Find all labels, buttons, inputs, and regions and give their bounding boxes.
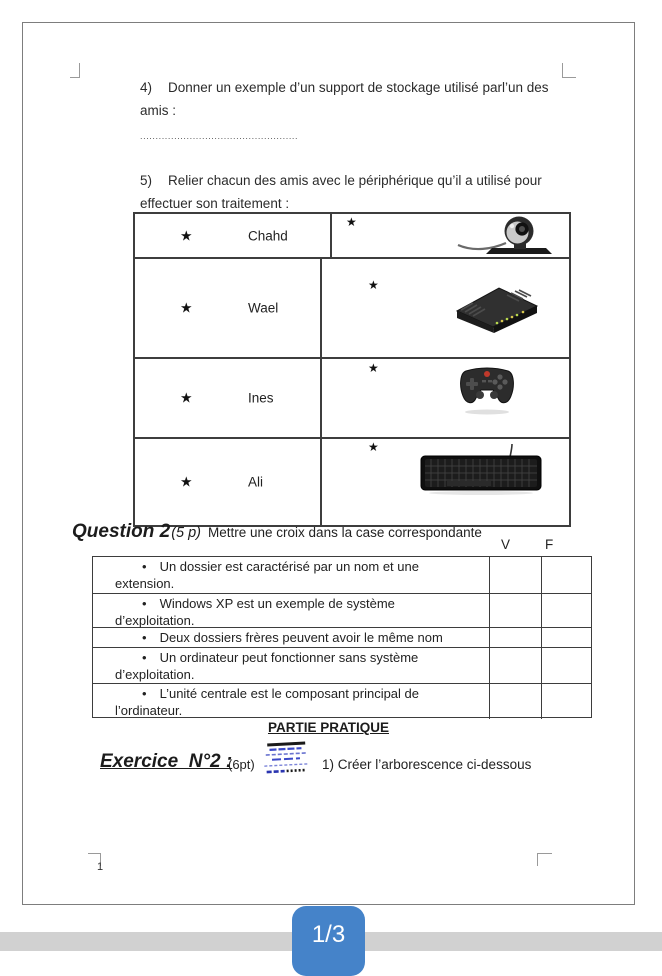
statement-text-line2: d’exploitation. xyxy=(115,613,195,628)
question-5-number: 5) xyxy=(140,173,153,188)
answer-dotted-line: ................................................... xyxy=(140,131,299,141)
device-cell xyxy=(322,259,569,357)
name-cell xyxy=(135,439,322,525)
student-name: Chahd xyxy=(248,228,288,243)
star-bullet-icon: ★ xyxy=(180,473,193,490)
statement-text: Un ordinateur peut fonctionner sans système xyxy=(159,650,419,665)
name-cell xyxy=(135,259,322,357)
statement-text-line2: d’exploitation. xyxy=(115,667,195,682)
f-answer-cell xyxy=(541,594,591,629)
device-cell xyxy=(332,214,569,257)
modem-image xyxy=(449,283,541,333)
student-name: Ines xyxy=(248,390,274,406)
table-row xyxy=(135,257,569,357)
table-row xyxy=(135,214,569,257)
student-name: Wael xyxy=(248,300,279,316)
statement-text-line2: extension. xyxy=(115,576,175,591)
f-answer-cell xyxy=(541,628,591,647)
matching-table xyxy=(133,212,571,527)
document-page xyxy=(22,22,635,905)
question-4-number: 4) xyxy=(140,80,153,95)
statement-cell xyxy=(93,594,489,629)
question-2-title: Question 2 xyxy=(72,521,171,542)
star-bullet-icon: ★ xyxy=(368,361,379,375)
statement-text: Windows XP est un exemple de système xyxy=(159,596,395,611)
gamepad-image xyxy=(457,362,517,417)
statement-cell xyxy=(93,684,489,719)
device-cell xyxy=(322,359,569,437)
question-2-heading xyxy=(72,521,482,543)
statement-text-line2: l’ordinateur. xyxy=(115,703,183,718)
table-row xyxy=(93,627,591,647)
table-row xyxy=(135,437,569,525)
statement-cell xyxy=(93,628,489,647)
page-indicator-text: 1/3 xyxy=(311,921,346,948)
f-answer-cell xyxy=(541,648,591,683)
question-2-points: (5 p) xyxy=(171,525,202,541)
question-5-line2: effectuer son traitement : xyxy=(140,196,290,211)
statement-cell xyxy=(93,648,489,683)
question-5-line1 xyxy=(140,169,580,192)
v-answer-cell xyxy=(489,557,541,593)
exercice-2-instruction: 1) Créer l’arborescence ci-dessous xyxy=(322,757,532,772)
page-footer-number: 1 xyxy=(97,861,104,873)
question-4-text: Donner un exemple d’un support de stockage utilisé parl’un des xyxy=(168,80,549,95)
v-answer-cell xyxy=(489,648,541,683)
column-header-faux: F xyxy=(545,537,554,552)
table-row xyxy=(93,647,591,683)
f-answer-cell xyxy=(541,684,591,719)
statement-text: Deux dossiers frères peuvent avoir le même nom xyxy=(159,630,443,645)
exercice-2-title: Exercice N°2 : xyxy=(100,751,233,772)
statement-cell xyxy=(93,557,489,593)
webcam-image xyxy=(456,215,553,255)
question-2-instruction: Mettre une croix dans la case correspondante xyxy=(208,525,482,540)
name-cell xyxy=(135,214,332,257)
question-4-line2: amis : xyxy=(140,103,177,118)
keyboard-image xyxy=(419,444,543,496)
v-answer-cell xyxy=(489,594,541,629)
exercice-2-points: (6pt) xyxy=(228,757,255,772)
table-row xyxy=(93,593,591,627)
star-bullet-icon: ★ xyxy=(346,215,357,229)
question-5 xyxy=(140,169,580,215)
partie-pratique-heading xyxy=(23,720,634,735)
bullet-icon: • xyxy=(142,559,147,574)
name-cell xyxy=(135,359,322,437)
question-4 xyxy=(140,76,580,143)
table-row xyxy=(93,683,591,717)
star-bullet-icon: ★ xyxy=(368,278,379,292)
text-boundary-mark-bottom-right xyxy=(537,853,552,866)
scribble-stamp-image xyxy=(260,737,312,781)
statement-text: L’unité centrale est le composant principal de xyxy=(159,686,419,701)
table-row xyxy=(135,357,569,437)
star-bullet-icon: ★ xyxy=(180,299,193,316)
star-bullet-icon: ★ xyxy=(180,227,193,243)
question-4-line1 xyxy=(140,76,580,99)
page-indicator-badge[interactable] xyxy=(292,906,365,976)
partie-pratique-text: PARTIE PRATIQUE xyxy=(267,720,389,735)
f-answer-cell xyxy=(541,557,591,593)
table-row xyxy=(93,557,591,593)
bullet-icon: • xyxy=(142,650,147,665)
student-name: Ali xyxy=(248,474,264,490)
question-5-text: Relier chacun des amis avec le périphérique qu’il a utilisé pour xyxy=(168,173,542,188)
true-false-table xyxy=(92,556,592,718)
star-bullet-icon: ★ xyxy=(368,440,379,454)
column-header-vrai: V xyxy=(501,537,511,552)
statement-text: Un dossier est caractérisé par un nom et une xyxy=(159,559,419,574)
bullet-icon: • xyxy=(142,686,147,701)
bullet-icon: • xyxy=(142,596,147,611)
v-answer-cell xyxy=(489,628,541,647)
text-boundary-mark-top-left xyxy=(70,63,80,78)
v-answer-cell xyxy=(489,684,541,719)
device-cell xyxy=(322,439,569,525)
bullet-icon: • xyxy=(142,630,147,645)
star-bullet-icon: ★ xyxy=(180,389,193,406)
